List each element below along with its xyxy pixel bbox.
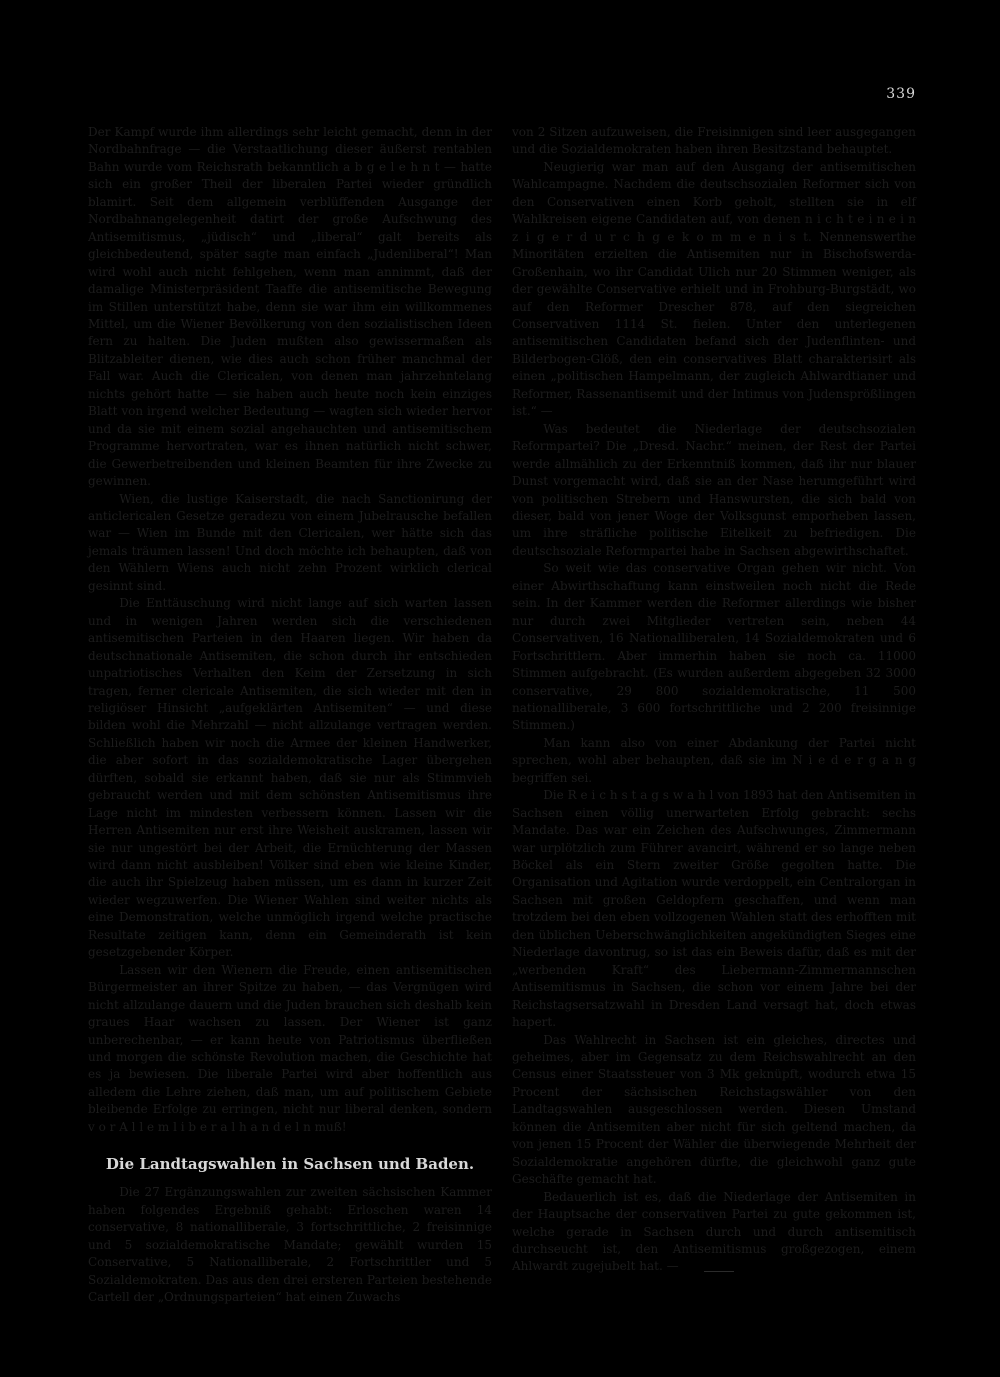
section-heading: Die Landtagswahlen in Sachsen und Baden. [105, 1155, 475, 1174]
end-rule [704, 1271, 734, 1272]
right-paragraph-2: Neugierig war man auf den Ausgang der antisemitischen Wahlcampagne. Nachdem die deutschsozialen Reformer sich von den Conservativen einen Korb geholt, stellten sie in elf Wahlkreisen eigene Candidaten auf, von denen n i c h t e i n e i n z i g e r d u r c h g e k o m m e n i s t. Nennenswerthe Minoritäten erzielten die Antisemiten nur in Bischofswerda-Großenhain, wo ihr Candidat Ulich nur 20 Stimmen weniger, als der gewählte Conservative erhielt und in Frohburg-Burgstädt, wo auf den Reformer Drescher 878, auf den siegreichen Conservativen 1114 St. fielen. Unter den unterlegenen antisemitischen Candidaten befand sich der Judenflinten- und Bilderbogen-Glöß, den ein conservatives Blatt charakterisirt als einen „politischen Hampelmann, der zugleich Ahlwardtianer und Reformer, Rassenantisemit und der Intimus von Judensprößlingen ist.“ — [512, 159, 916, 419]
right-paragraph-3: Was bedeutet die Niederlage der deutschsozialen Reformpartei? Die „Dresd. Nachr.“ meinen, der Rest der Partei werde allmählich zu der Erkenntniß kommen, daß ihr nur blauer Dunst vorgemacht wird, daß sie an der Nase herumgeführt wird von politischen Strebern und Hanswursten, die sich bald von dieser, bald von jener Woge der Volksgunst emporheben lassen, um ihre sträfliche politische Eitelkeit zu befriedigen. Die deutschsoziale Reformpartei habe in Sachsen abgewirthschaftet. [512, 421, 916, 558]
right-column [512, 124, 916, 1276]
left-paragraph-3: Die Enttäuschung wird nicht lange auf sich warten lassen und in wenigen Jahren werden sich die verschiedenen antisemitischen Parteien in den Haaren liegen. Wir haben da deutschnationale Antisemiten, die schon durch ihr entschieden unpatriotisches Verhalten den Keim der Zersetzung in sich tragen, ferner clericale Antisemiten, die sich wieder mit den in religiöser Hinsicht „aufgeklärten Antisemiten“ — und diese bilden wohl die Mehrzahl — nicht allzulange vertragen werden. Schließlich haben wir noch die Armee der kleinen Handwerker, die aber sofort in das sozialdemokratische Lager übergehen dürften, sobald sie erkannt haben, daß sie nur als Stimmvieh gebraucht werden und mit dem schönsten Antisemitismus ihre Lage nicht im mindesten verbessern können. Lassen wir die Herren Antisemiten nur erst ihre Weisheit auskramen, lassen wir sie nur ungestört bei der Arbeit, die Ernüchterung der Massen wird dann nicht ausbleiben! Völker sind eben wie kleine Kinder, die auch ihr Spielzeug haben müssen, um es dann in kurzer Zeit wieder wegzuwerfen. Die Wiener Wahlen sind weiter nichts als eine Demonstration, welche unmöglich irgend welche practische Resultate zeitigen kann, denn ein Gemeinderath ist kein gesetzgebender Körper. [88, 596, 492, 960]
right-paragraph-4: So weit wie das conservative Organ gehen wir nicht. Von einer Abwirthschaftung kann einstweilen noch nicht die Rede sein. In der Kammer werden die Reformer allerdings wie bisher nur durch zwei Mitglieder vertreten sein, neben 44 Conservativen, 16 Nationalliberalen, 14 Sozialdemokraten und 6 Fortschrittlern. Aber immerhin haben sie noch ca. 11000 Stimmen aufgebracht. (Es wurden außerdem abgegeben 32 3000 conservative, 29 800 sozialdemokratische, 11 500 nationalliberale, 3 600 fortschrittliche und 2 200 freisinnige Stimmen.) [512, 561, 916, 733]
right-paragraph-1: von 2 Sitzen aufzuweisen, die Freisinnigen sind leer ausgegangen und die Sozialdemokraten haben ihren Besitzstand behauptet. [512, 125, 916, 157]
right-paragraph-5: Man kann also von einer Abdankung der Partei nicht sprechen, wohl aber behaupten, daß sie im N i e d e r g a n g begriffen sei. [512, 735, 916, 785]
right-paragraph-6: Die R e i c h s t a g s w a h l von 1893 hat den Antisemiten in Sachsen einen völlig unerwarteten Erfolg gebracht: sechs Mandate. Das war ein Zeichen des Aufschwunges, Zimmermann war urplötzlich zum Führer avancirt, während er so lange neben Böckel als ein Stern zweiter Größe gegolten hatte. Die Organisation und Agitation wurde verdoppelt, ein Centralorgan in Sachsen mit großen Geldopfern geschaffen, und wenn man trotzdem bei den eben vollzogenen Wahlen statt des erhofften mit den üblichen Ueberschwänglichkeiten angekündigten Sieges eine Niederlage davontrug, so ist das ein Beweis dafür, daß es mit der „werbenden Kraft“ des Liebermann-Zimmermannschen Antisemitismus in Sachsen, die schon vor einem Jahre bei der Reichstagsersatzwahl in Dresden Land versagt hat, doch etwas hapert. [512, 788, 916, 1030]
left-paragraph-2: Wien, die lustige Kaiserstadt, die nach Sanctionirung der anticlericalen Gesetze geradezu von einem Jubelrausche befallen war — Wien im Bunde mit den Clericalen, wer hätte sich das jemals träumen lassen! Und doch möchte ich behaupten, daß von den Wählern Wiens auch nicht zehn Prozent wirklich clerical gesinnt sind. [88, 491, 492, 593]
page-number: 339 [886, 86, 916, 102]
right-paragraph-7: Das Wahlrecht in Sachsen ist ein gleiches, directes und geheimes, aber im Gegensatz zu dem Reichswahlrecht an den Census einer Staatssteuer von 3 Mk geknüpft, wodurch etwa 15 Procent der sächsischen Reichstagswähler von den Landtagswahlen ausgeschlossen werden. Diesen Umstand können die Antisemiten aber nicht für sich geltend machen, da von jenen 15 Procent der Wähler die überwiegende Mehrheit der Sozialdemokratie angehören dürfte, die gleichwohl ganz gute Geschäfte gemacht hat. [512, 1032, 916, 1187]
left-paragraph-1: Der Kampf wurde ihm allerdings sehr leicht gemacht, denn in der Nordbahnfrage — die Verstaatlichung dieser äußerst rentablen Bahn wurde vom Reichsrath bekanntlich a b g e l e h n t — hatte sich ein großer Theil der liberalen Partei wieder gründlich blamirt. Seit dem allgemein verblüffenden Ausgange der Nordbahnangelegenheit datirt der große Aufschwung des Antisemitismus, „jüdisch“ und „liberal“ galt bereits als gleichbedeutend, später sagte man einfach „Judenliberal“! Man wird wohl auch nicht fehlgehen, wenn man annimmt, daß der damalige Ministerpräsident Taaffe die antisemitische Bewegung im Stillen unterstützt habe, denn sie war ihm ein willkommenes Mittel, um die Wiener Bevölkerung von den sozialistischen Ideen fern zu halten. Die Juden mußten also gewissermaßen als Blitzableiter dienen, wie dies auch schon früher manchmal der Fall war. Auch die Clericalen, von denen man jahrzehntelang nichts gehört hatte — sie haben auch heute noch kein einziges Blatt von irgend welcher Bedeutung — wagten sich wieder hervor und da sie mit einem sozial angehauchten und antisemitischem Programme hervortraten, war es ihnen natürlich nicht schwer, die Gewerbetreibenden und kleinen Beamten für ihre Zwecke zu gewinnen. [88, 125, 492, 489]
left-column [88, 124, 492, 1306]
right-paragraph-8: Bedauerlich ist es, daß die Niederlage der Antisemiten in der Hauptsache der conservativen Partei zu gute gekommen ist, welche gerade in Sachsen durch und durch antisemitisch durchseucht ist, den Antisemitismus großgezogen, einem Ahlwardt zugejubelt hat. — [512, 1189, 916, 1274]
left-paragraph-4: Lassen wir den Wienern die Freude, einen antisemitischen Bürgermeister an ihrer Spitze zu haben, — das Vergnügen wird nicht allzulange dauern und die Juden brauchen sich deshalb kein graues Haar wachsen zu lassen. Der Wiener ist ganz unberechenbar, — er kann heute von Patriotismus überfließen und morgen die schönste Revolution machen, die Geschichte hat es ja bewiesen. Die liberale Partei wird aber hoffentlich aus alledem die Lehre ziehen, daß man, um auf politischem Gebiete bleibende Erfolge zu erringen, nicht nur liberal denken, sondern v o r A l l e m l i b e r a l h a n d e l n muß! [88, 962, 492, 1134]
left-paragraph-5: Die 27 Ergänzungswahlen zur zweiten sächsischen Kammer haben folgendes Ergebniß gehabt: Erloschen waren 14 conservative, 8 nationalliberale, 3 fortschrittliche, 2 freisinnige und 5 sozialdemokratische Mandate; gewählt wurden 15 Conservative, 5 Nationalliberale, 2 Fortschrittler und 5 Sozialdemokraten. Das aus den drei ersteren Parteien bestehende Cartell der „Ordnungsparteien“ hat einen Zuwachs [88, 1185, 492, 1304]
